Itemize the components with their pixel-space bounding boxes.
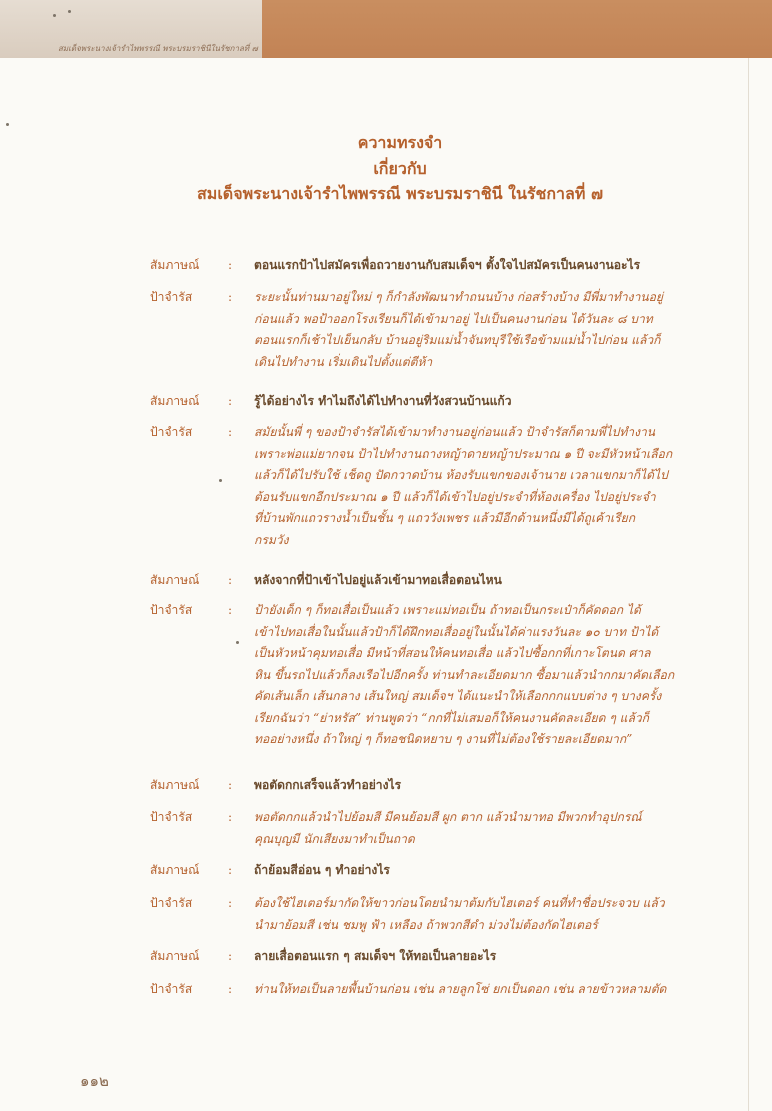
- page-title: [120, 130, 680, 207]
- separator: :: [228, 425, 233, 439]
- title-line-1: ความทรงจำ: [357, 133, 443, 152]
- question-text: [254, 860, 690, 882]
- page-number: ๑๑๒: [80, 1072, 109, 1090]
- interview-answer: [150, 287, 690, 373]
- text-line: ท่านให้ทอเป็นลายพื้นบ้านก่อน เช่น ลายลูกโซ่ ยกเป็นดอก เช่น ลายข้าวหลามตัด: [254, 982, 667, 996]
- page-edge-rule: [748, 58, 749, 1111]
- question-text: [254, 255, 690, 277]
- text-line: หลังจากที่ป้าเข้าไปอยู่แล้วเข้ามาทอเสื่อตอนไหน: [254, 573, 502, 587]
- text-line: สมัยนั้นพี่ ๆ ของป้าจำรัสได้เข้ามาทำงานอยู่ก่อนแล้ว ป้าจำรัสก็ตามพี่ไปทำงาน: [254, 425, 656, 439]
- scan-speck: [68, 10, 71, 13]
- text-line: พอตัดกกแล้วนำไปย้อมสี มีคนย้อมสี ผูก ตาก แล้วนำมาทอ มีพวกทำอุปกรณ์: [254, 810, 642, 824]
- text-line: คุณบุญมี นักเสียงมาทำเป็นถาด: [254, 831, 415, 846]
- speaker-label: สัมภาษณ์: [150, 863, 200, 877]
- question-text: [254, 570, 690, 592]
- text-line: รู้ได้อย่างไร ทำไมถึงได้ไปทำงานที่วังสวนบ้านแก้ว: [254, 394, 512, 408]
- interview-question: [150, 860, 690, 882]
- speaker-label: ป้าจำรัส: [150, 290, 193, 304]
- text-line: หิน ขึ้นรถไปแล้วก็ลงเรือไปอีกครั้ง ท่านทำละเอียดมาก ซื้อมาแล้วนำกกมาคัดเลือก: [254, 667, 675, 682]
- answer-text: [254, 422, 690, 551]
- separator: :: [228, 258, 233, 272]
- separator: :: [228, 290, 233, 304]
- question-text: [254, 946, 690, 968]
- text-line: ตอนแรกป้าไปสมัครเพื่อถวายงานกับสมเด็จฯ ตั้งใจไปสมัครเป็นคนงานอะไร: [254, 258, 641, 272]
- text-line: ตอนแรกก็เช้าไปเย็นกลับ บ้านอยู่ริมแม่น้ำจันทบุรีใช้เรือข้ามแม่น้ำไปก่อน แล้วก็: [254, 333, 661, 347]
- speaker-label: สัมภาษณ์: [150, 778, 200, 792]
- text-line: ป้ายังเด็ก ๆ ก็ทอเสื่อเป็นแล้ว เพราะแม่ทอเป็น ถ้าทอเป็นกระเป๋าก็คัดดอก ได้: [254, 603, 641, 617]
- interview-answer: [150, 422, 690, 551]
- speaker-label: สัมภาษณ์: [150, 949, 200, 963]
- answer-text: [254, 979, 690, 1001]
- text-line: เป็นหัวหน้าคุมทอเสื่อ มีหน้าที่สอนให้คนทอเสื่อ แล้วไปซื้อกกที่เกาะโตนด ศาล: [254, 646, 651, 660]
- separator: :: [228, 863, 233, 877]
- text-line: คัดเส้นเล็ก เส้นกลาง เส้นใหญ่ สมเด็จฯ ได้แนะนำให้เลือกกกแบบต่าง ๆ บางครั้ง: [254, 689, 662, 703]
- interview-question: [150, 946, 690, 968]
- answer-text: [254, 600, 690, 751]
- interview-question: [150, 570, 690, 592]
- question-text: [254, 391, 690, 413]
- text-line: ถ้าย้อมสีอ่อน ๆ ทำอย่างไร: [254, 863, 390, 877]
- question-text: [254, 775, 690, 797]
- text-line: เข้าไปทอเสื่อในนั้นแล้วป้าก็ได้ฝึกทอเสื่ออยู่ในนั้นได้ค่าแรงวันละ ๑๐ บาท ป้าได้: [254, 624, 659, 639]
- speaker-label: ป้าจำรัส: [150, 810, 193, 824]
- interview-question: [150, 255, 690, 277]
- running-head: สมเด็จพระนางเจ้ารำไพพรรณี พระบรมราชินีในรัชกาลที่ ๗: [58, 44, 258, 53]
- title-line-3: สมเด็จพระนางเจ้ารำไพพรรณี พระบรมราชินี ในรัชกาลที่ ๗: [197, 184, 603, 203]
- answer-text: [254, 893, 690, 936]
- text-line: เพราะพ่อแม่ยากจน ป้าไปทำงานถางหญ้าดายหญ้าประมาณ ๑ ปี จะมีหัวหน้าเลือก: [254, 446, 673, 461]
- separator: :: [228, 603, 233, 617]
- text-line: ลายเสื่อตอนแรก ๆ สมเด็จฯ ให้ทอเป็นลายอะไร: [254, 949, 497, 963]
- separator: :: [228, 949, 233, 963]
- interview-question: [150, 391, 690, 413]
- separator: :: [228, 810, 233, 824]
- separator: :: [228, 573, 233, 587]
- speaker-label: ป้าจำรัส: [150, 896, 193, 910]
- text-line: ต้องใช้ไฮเตอร์มากัดให้ขาวก่อนโดยนำมาต้มกับไฮเตอร์ คนที่ทำชื่อประจวบ แล้ว: [254, 896, 665, 910]
- interview-answer: [150, 807, 690, 850]
- text-line: นำมาย้อมสี เช่น ชมพู ฟ้า เหลือง ถ้าพวกสีดำ ม่วงไม่ต้องกัดไฮเตอร์: [254, 917, 598, 932]
- text-line: ระยะนั้นท่านมาอยู่ใหม่ ๆ ก็กำลังพัฒนาทำถนนบ้าง ก่อสร้างบ้าง มีพี่มาทำงานอยู่: [254, 290, 663, 304]
- speaker-label: ป้าจำรัส: [150, 603, 193, 617]
- interview-answer: [150, 893, 690, 936]
- text-line: พอตัดกกเสร็จแล้วทำอย่างไร: [254, 778, 402, 792]
- answer-text: [254, 287, 690, 373]
- answer-text: [254, 807, 690, 850]
- speaker-label: ป้าจำรัส: [150, 425, 193, 439]
- interview-answer: [150, 600, 690, 751]
- text-line: ก่อนแล้ว พอป้าออกโรงเรียนก็ได้เข้ามาอยู่ ไปเป็นคนงานก่อน ได้วันละ ๘ บาท: [254, 311, 653, 326]
- scan-speck: [6, 123, 9, 126]
- speaker-label: ป้าจำรัส: [150, 982, 193, 996]
- interview-answer: [150, 979, 690, 1001]
- separator: :: [228, 778, 233, 792]
- separator: :: [228, 896, 233, 910]
- text-line: ทออย่างหนึ่ง ถ้าใหญ่ ๆ ก็ทอชนิดหยาบ ๆ งานที่ไม่ต้องใช้รายละเอียดมาก”: [254, 732, 633, 746]
- separator: :: [228, 982, 233, 996]
- text-line: เรียกฉันว่า “ย่าหรัส” ท่านพูดว่า “กกที่ไม่เสมอก็ให้คนงานคัดละเอียด ๆ แล้วก็: [254, 710, 650, 725]
- scan-speck: [53, 14, 56, 17]
- speaker-label: สัมภาษณ์: [150, 573, 200, 587]
- text-line: ที่บ้านพักแถวรางน้ำเป็นชั้น ๆ แถววังเพชร แล้วมีอีกด้านหนึ่งมีได้ถูเค้าเรียก: [254, 511, 636, 525]
- text-line: ต้อนรับแขกอีกประมาณ ๑ ปี แล้วก็ได้เข้าไปอยู่ประจำที่ห้องเครื่อง ไปอยู่ประจำ: [254, 489, 656, 504]
- text-line: เดินไปทำงาน เริ่มเดินไปตั้งแต่ตีห้า: [254, 354, 433, 369]
- speaker-label: สัมภาษณ์: [150, 258, 200, 272]
- text-line: แล้วก็ได้ไปรับใช้ เช็ดถู ปัดกวาดบ้าน ห้องรับแขกของเจ้านาย เวลาแขกมาก็ได้ไป: [254, 468, 668, 482]
- text-line: กรมวัง: [254, 532, 289, 547]
- speaker-label: สัมภาษณ์: [150, 394, 200, 408]
- separator: :: [228, 394, 233, 408]
- interview-question: [150, 775, 690, 797]
- title-line-2: เกี่ยวกับ: [373, 158, 427, 178]
